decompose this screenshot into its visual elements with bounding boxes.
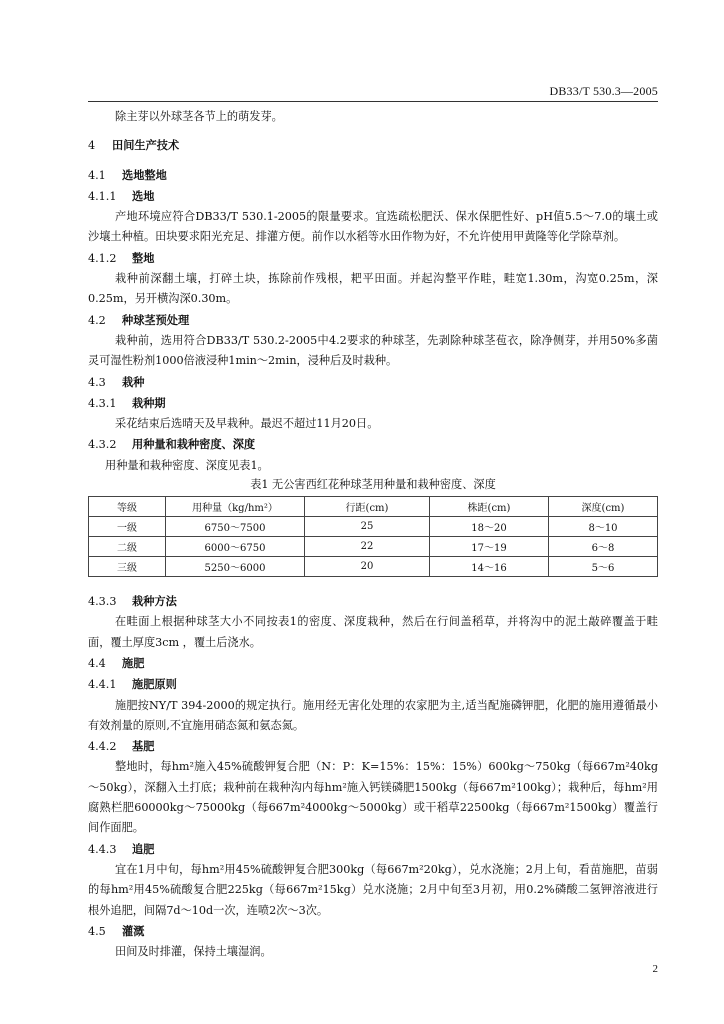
table-header-cell: 株距(cm)	[430, 497, 549, 517]
table-row	[89, 517, 658, 537]
table-cell: 17～19	[430, 537, 549, 557]
planting-density-table	[88, 496, 658, 577]
section-4-3-heading: 4.3 栽种	[88, 374, 145, 389]
table-header-cell: 等级	[89, 497, 166, 517]
table-cell: 一级	[89, 517, 166, 537]
section-4-4-heading: 4.4 施肥	[88, 655, 145, 670]
header-rule	[88, 101, 658, 102]
section-4-5-heading: 4.5 灌溉	[88, 923, 145, 938]
table-cell: 25	[305, 517, 430, 537]
table-row	[89, 557, 658, 577]
section-4-1-heading: 4.1 选地整地	[88, 167, 167, 182]
section-4-1-2-text: 栽种前深翻土壤，打碎土块，拣除前作残根，耙平田面。并起沟整平作畦，畦宽1.30m，沟宽0.25m，深0.25m，另开横沟深0.30m。	[88, 272, 658, 306]
table-header-cell: 深度(cm)	[549, 497, 658, 517]
section-4-3-3-heading: 4.3.3 栽种方法	[88, 594, 177, 609]
section-4-4-1-heading: 4.4.1 施肥原则	[88, 677, 177, 692]
table-header-cell: 行距(cm)	[305, 497, 430, 517]
table-header-cell: 用种量（kg/hm²）	[166, 497, 305, 517]
section-4-3-2-text: 用种量和栽种密度、深度见表1。	[105, 458, 269, 472]
table-cell: 二级	[89, 537, 166, 557]
table-cell: 6000～6750	[166, 537, 305, 557]
table-cell: 20	[305, 557, 430, 577]
section-4-3-1-heading: 4.3.1 栽种期	[88, 395, 166, 410]
section-4-2-text: 栽种前，选用符合DB33/T 530.2-2005中4.2要求的种球茎，先剥除种球茎苞衣，除净侧芽，并用50%多菌灵可湿性粉剂1000倍液浸种1min～2min，浸种后及时栽种。	[88, 333, 658, 368]
table-cell: 18～20	[430, 517, 549, 537]
table-cell: 6750～7500	[166, 517, 305, 537]
section-4-heading: 4 田间生产技术	[88, 138, 180, 153]
table-cell: 6～8	[549, 537, 658, 557]
table-cell: 8～10	[549, 517, 658, 537]
page-number: 2	[652, 963, 658, 975]
table-cell: 14～16	[430, 557, 549, 577]
section-4-4-1-text: 施肥按NY/T 394-2000的规定执行。施用经无害化处理的农家肥为主,适当配施磷钾肥，化肥的施用遵循最小有效剂量的原则,不宜施用硝态氮和氨态氮。	[88, 698, 658, 732]
section-4-3-1-text: 采花结束后选晴天及早栽种。最迟不超过11月20日。	[115, 417, 379, 431]
table-cell: 三级	[89, 557, 166, 577]
section-4-4-3-heading: 4.4.3 追肥	[88, 841, 155, 856]
table-cell: 5250～6000	[166, 557, 305, 577]
document-body	[88, 107, 658, 962]
section-4-1-1-text: 产地环境应符合DB33/T 530.1-2005的限量要求。宜选疏松肥沃、保水保肥性好、pH值5.5～7.0的壤土或沙壤土种植。田块要求阳光充足、排灌方便。前作以水稻等水田作物为好，不允许使用甲黄隆等化学除草剂。	[88, 210, 658, 244]
table-cell: 5～6	[549, 557, 658, 577]
section-4-2-heading: 4.2 种球茎预处理	[88, 312, 190, 327]
doc-code: DB33/T 530.3—2005	[549, 84, 658, 98]
table-row	[89, 537, 658, 557]
section-4-4-2-heading: 4.4.2 基肥	[88, 739, 155, 754]
section-4-4-3-text: 宜在1月中旬，每hm²用45%硫酸钾复合肥300kg（每667m²20kg），兑水浇施；2月上旬，看苗施肥，苗弱的每hm²用45%硫酸复合肥225kg（每667m²15kg）兑水浇施；2月中旬至3月初，用0.2%磷酸二氢钾溶液进行根外追肥，间隔7d～10d一次，连喷2次～3次。	[88, 862, 658, 917]
section-4-3-3-text: 在畦面上根据种球茎大小不同按表1的密度、深度栽种，然后在行间盖稻草，并将沟中的泥土敲碎覆盖于畦面，覆土厚度3cm ，覆土后浇水。	[88, 615, 658, 649]
table-cell: 22	[305, 537, 430, 557]
table-header-row	[89, 497, 658, 517]
section-4-4-2-text: 整地时，每hm²施入45%硫酸钾复合肥（N：P：K=15%：15%：15%）600kg～750kg（每667m²40kg～50kg），深翻入土打底；栽种前在栽种沟内每hm²施入钙镁磷肥1500kg（每667m²100kg）；栽种后，每hm²用腐熟栏肥60000kg～75000kg（每667m²4000kg～5000kg）或干稻草22500kg（每667m²1500kg）覆盖行间作面肥。	[88, 760, 658, 835]
section-4-3-2-heading: 4.3.2 用种量和栽种密度、深度	[88, 437, 256, 452]
table-caption: 表1 无公害西红花种球茎用种量和栽种密度、深度	[250, 478, 496, 492]
section-4-1-2-heading: 4.1.2 整地	[88, 250, 155, 265]
section-4-5-text: 田间及时排灌，保持土壤湿润。	[115, 945, 272, 959]
section-4-1-1-heading: 4.1.1 选地	[88, 188, 155, 203]
intro-text: 除主芽以外球茎各节上的萌发芽。	[115, 110, 283, 123]
